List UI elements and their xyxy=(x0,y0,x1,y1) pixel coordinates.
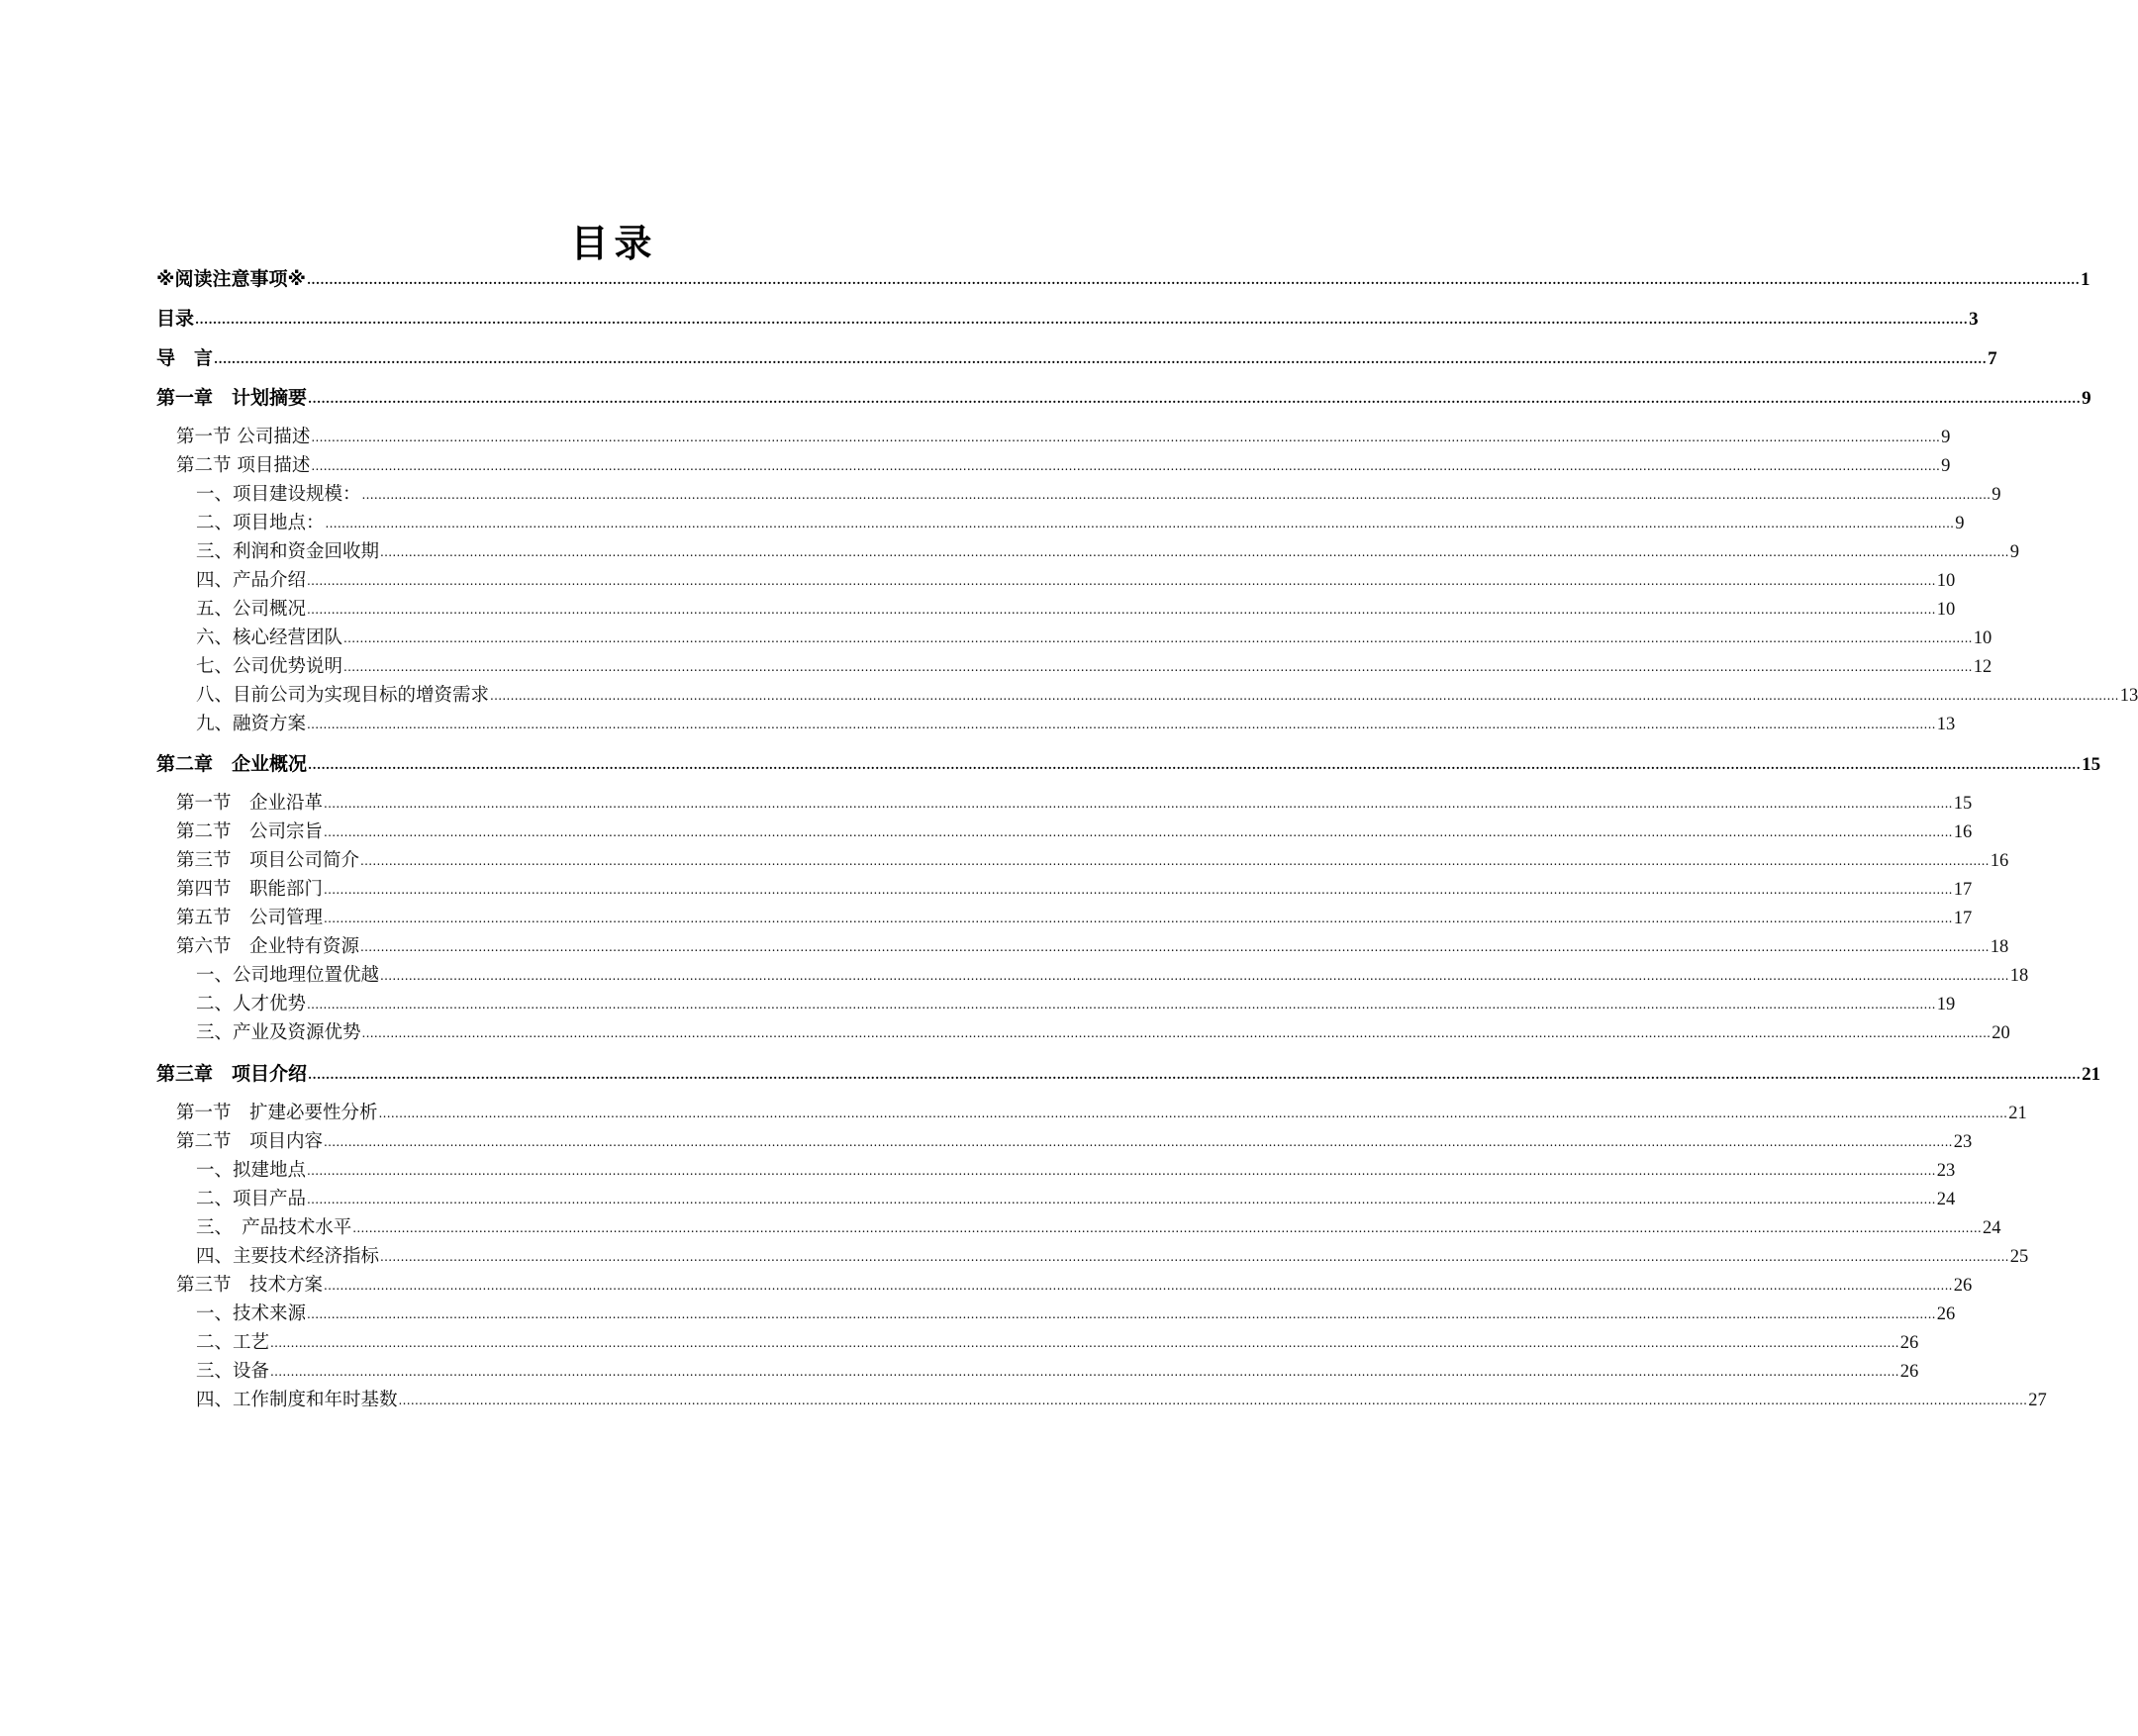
toc-entry-label: 三、利润和资金回收期 xyxy=(196,541,380,562)
toc-entry-page-number: 9 xyxy=(1941,428,1951,447)
toc-entry-page-number: 9 xyxy=(1955,514,1965,533)
toc-leader-dots: ................................................................................................................................................................................................................................................................................................................................................................................................................ xyxy=(343,660,1973,674)
toc-leader-dots: ................................................................................................................................................................................................................................................................................................................................................................................................................ xyxy=(360,854,1990,868)
toc-entry-label: 一、技术来源 xyxy=(196,1303,307,1324)
toc-leader-dots: ................................................................................................................................................................................................................................................................................................................................................................................................................ xyxy=(214,352,1988,366)
toc-entry-page-number: 17 xyxy=(1953,909,1973,928)
toc-entry-page-number: 9 xyxy=(2009,542,2020,562)
toc-leader-dots: ................................................................................................................................................................................................................................................................................................................................................................................................................ xyxy=(324,1135,1953,1149)
toc-entry[interactable] xyxy=(176,424,1951,451)
toc-entry-label: 四、产品介绍 xyxy=(196,570,307,591)
toc-leader-dots: ................................................................................................................................................................................................................................................................................................................................................................................................................ xyxy=(307,998,1936,1012)
toc-entry-label: 二、人才优势 xyxy=(196,994,307,1014)
toc-leader-dots: ................................................................................................................................................................................................................................................................................................................................................................................................................ xyxy=(307,718,1936,731)
toc-entry-page-number: 18 xyxy=(1990,937,2009,957)
toc-entry[interactable] xyxy=(196,962,2029,990)
toc-leader-dots: ................................................................................................................................................................................................................................................................................................................................................................................................................ xyxy=(270,1336,1899,1350)
toc-entry-page-number: 23 xyxy=(1953,1132,1973,1152)
toc-entry-label: 第二章 企业概况 xyxy=(156,753,308,775)
toc-entry-page-number: 3 xyxy=(1969,309,1979,330)
toc-entry-page-number: 15 xyxy=(1953,794,1973,814)
toc-entry-label: 第二节 项目描述 xyxy=(176,455,311,476)
toc-entry[interactable] xyxy=(196,1214,2001,1242)
toc-entry-page-number: 9 xyxy=(1941,456,1951,476)
toc-entry-page-number: 9 xyxy=(1992,485,2001,505)
toc-entry-page-number: 17 xyxy=(1953,880,1973,900)
toc-leader-dots: ................................................................................................................................................................................................................................................................................................................................................................................................................ xyxy=(361,1026,1992,1040)
toc-entry-page-number: 24 xyxy=(1936,1190,1956,1209)
toc-entry-label: 第二节 公司宗旨 xyxy=(176,821,324,842)
toc-leader-dots: ................................................................................................................................................................................................................................................................................................................................................................................................................ xyxy=(352,1221,1983,1235)
toc-entry-page-number: 26 xyxy=(1899,1362,1919,1382)
toc-entry-label: 九、融资方案 xyxy=(196,714,307,734)
toc-leader-dots: ................................................................................................................................................................................................................................................................................................................................................................................................................ xyxy=(378,1107,2008,1120)
toc-entry[interactable] xyxy=(196,1329,1919,1357)
toc-entry-label: 第三节 技术方案 xyxy=(176,1275,324,1296)
toc-entry-label: 一、拟建地点 xyxy=(196,1160,307,1181)
toc-entry[interactable] xyxy=(196,481,2001,509)
toc-entry[interactable] xyxy=(156,384,2091,412)
toc-entry-page-number: 27 xyxy=(2028,1391,2047,1410)
toc-entry[interactable] xyxy=(176,876,1973,904)
toc-entry-page-number: 9 xyxy=(2082,388,2091,409)
toc-leader-dots: ................................................................................................................................................................................................................................................................................................................................................................................................................ xyxy=(324,825,1953,839)
toc-leader-dots: ................................................................................................................................................................................................................................................................................................................................................................................................................ xyxy=(307,574,1936,588)
toc-entry[interactable] xyxy=(196,538,2020,566)
toc-leader-dots: ................................................................................................................................................................................................................................................................................................................................................................................................................ xyxy=(307,1193,1936,1206)
toc-entry-page-number: 12 xyxy=(1973,657,1992,677)
toc-entry[interactable] xyxy=(176,1100,2027,1127)
toc-entry[interactable] xyxy=(176,452,1951,480)
toc-leader-dots: ................................................................................................................................................................................................................................................................................................................................................................................................................ xyxy=(324,912,1953,925)
toc-leader-dots: ................................................................................................................................................................................................................................................................................................................................................................................................................ xyxy=(311,459,1941,473)
toc-leader-dots: ................................................................................................................................................................................................................................................................................................................................................................................................................ xyxy=(307,1164,1936,1178)
toc-entry[interactable] xyxy=(156,265,2090,293)
toc-entry-page-number: 13 xyxy=(1936,715,1956,734)
toc-entry[interactable] xyxy=(196,625,1992,652)
toc-leader-dots: ................................................................................................................................................................................................................................................................................................................................................................................................................ xyxy=(324,797,1953,811)
toc-entry-page-number: 19 xyxy=(1936,995,1956,1014)
toc-leader-dots: ................................................................................................................................................................................................................................................................................................................................................................................................................ xyxy=(308,392,2082,406)
toc-entry-label: 一、项目建设规模： xyxy=(196,484,361,505)
toc-entry-page-number: 26 xyxy=(1936,1304,1956,1324)
toc-entry[interactable] xyxy=(196,567,1956,595)
toc-leader-dots: ................................................................................................................................................................................................................................................................................................................................................................................................................ xyxy=(270,1365,1899,1379)
toc-entry-label: 第一节 公司描述 xyxy=(176,427,311,447)
toc-entry[interactable] xyxy=(196,653,1992,681)
toc-entry[interactable] xyxy=(196,1019,2010,1047)
toc-leader-dots: ................................................................................................................................................................................................................................................................................................................................................................................................................ xyxy=(324,1279,1953,1293)
toc-entry-page-number: 21 xyxy=(2082,1064,2101,1085)
toc-entry-page-number: 1 xyxy=(2081,269,2090,290)
toc-leader-dots: ................................................................................................................................................................................................................................................................................................................................................................................................................ xyxy=(311,431,1941,444)
toc-entry-label: 八、目前公司为实现目标的增资需求 xyxy=(196,685,490,706)
toc-entry-label: 二、工艺 xyxy=(196,1332,270,1353)
toc-entry-page-number: 24 xyxy=(1983,1218,2001,1238)
toc-entry-label: 第一节 扩建必要性分析 xyxy=(176,1103,378,1123)
toc-entry-page-number: 25 xyxy=(2009,1247,2029,1267)
toc-entry[interactable] xyxy=(196,1301,1956,1328)
toc-entry-page-number: 10 xyxy=(1936,571,1956,591)
toc-leader-dots: ................................................................................................................................................................................................................................................................................................................................................................................................................ xyxy=(308,758,2082,772)
toc-entry[interactable] xyxy=(196,1358,1919,1386)
toc-leader-dots: ................................................................................................................................................................................................................................................................................................................................................................................................................ xyxy=(195,313,1969,327)
toc-leader-dots: ................................................................................................................................................................................................................................................................................................................................................................................................................ xyxy=(360,940,1990,954)
toc-entry[interactable] xyxy=(196,1157,1956,1185)
toc-entry-page-number: 26 xyxy=(1953,1276,1973,1296)
toc-entry-label: 第三节 项目公司简介 xyxy=(176,850,360,871)
toc-entry-page-number: 16 xyxy=(1990,851,2009,871)
toc-entry-label: 第三章 项目介绍 xyxy=(156,1063,308,1085)
toc-entry-page-number: 26 xyxy=(1899,1333,1919,1353)
toc-entry[interactable] xyxy=(196,1387,2047,1414)
toc-entry[interactable] xyxy=(156,750,2101,778)
toc-entry-page-number: 13 xyxy=(2119,686,2138,706)
toc-entry-label: 四、主要技术经济指标 xyxy=(196,1246,380,1267)
toc-entry-label: 三、设备 xyxy=(196,1361,270,1382)
toc-entry-label: 第一节 企业沿革 xyxy=(176,793,324,814)
toc-leader-dots: ................................................................................................................................................................................................................................................................................................................................................................................................................ xyxy=(398,1394,2028,1407)
toc-entry-page-number: 7 xyxy=(1988,348,1997,369)
toc-entry[interactable] xyxy=(156,1060,2101,1088)
toc-leader-dots: ................................................................................................................................................................................................................................................................................................................................................................................................................ xyxy=(490,689,2119,703)
toc-entry-label: 三、 产品技术水平 xyxy=(196,1217,352,1238)
toc-entry-page-number: 20 xyxy=(1992,1023,2010,1043)
toc-entry-label: 第五节 公司管理 xyxy=(176,908,324,928)
toc-entry[interactable] xyxy=(176,1272,1973,1300)
toc-leader-dots: ................................................................................................................................................................................................................................................................................................................................................................................................................ xyxy=(306,273,2081,287)
toc-entry[interactable] xyxy=(196,510,1965,537)
toc-entry[interactable] xyxy=(196,596,1956,624)
toc-leader-dots: ................................................................................................................................................................................................................................................................................................................................................................................................................ xyxy=(343,631,1973,645)
toc-entry[interactable] xyxy=(176,905,1973,932)
toc-entry-label: 五、公司概况 xyxy=(196,599,307,620)
toc-entry-page-number: 21 xyxy=(2008,1104,2027,1123)
toc-leader-dots: ................................................................................................................................................................................................................................................................................................................................................................................................................ xyxy=(361,488,1992,502)
toc-entry-page-number: 15 xyxy=(2082,754,2101,775)
toc-entry-page-number: 23 xyxy=(1936,1161,1956,1181)
toc-entry-label: 第四节 职能部门 xyxy=(176,879,324,900)
toc-entry-page-number: 16 xyxy=(1953,822,1973,842)
toc-entry[interactable] xyxy=(156,305,1979,333)
toc-entry[interactable] xyxy=(176,933,2009,961)
toc-entry[interactable] xyxy=(176,847,2009,875)
toc-leader-dots: ................................................................................................................................................................................................................................................................................................................................................................................................................ xyxy=(308,1068,2082,1082)
toc-entry-label: 二、项目产品 xyxy=(196,1189,307,1209)
toc-entry[interactable] xyxy=(176,819,1973,846)
toc-leader-dots: ................................................................................................................................................................................................................................................................................................................................................................................................................ xyxy=(380,969,2009,983)
toc-entry-label: 一、公司地理位置优越 xyxy=(196,965,380,986)
toc-entry[interactable] xyxy=(176,1128,1973,1156)
toc-entry-label: 第二节 项目内容 xyxy=(176,1131,324,1152)
toc-entry-label: 六、核心经营团队 xyxy=(196,627,343,648)
toc-leader-dots: ................................................................................................................................................................................................................................................................................................................................................................................................................ xyxy=(380,1250,2009,1264)
toc-entry-label: 目录 xyxy=(156,308,195,330)
toc-entry[interactable] xyxy=(196,1186,1956,1213)
toc-entry-page-number: 10 xyxy=(1936,600,1956,620)
toc-entry-label: 二、项目地点： xyxy=(196,513,325,533)
toc-entry-label: 三、产业及资源优势 xyxy=(196,1022,361,1043)
toc-entry-label: ※阅读注意事项※ xyxy=(156,268,306,290)
toc-entry-label: 导 言 xyxy=(156,347,214,369)
toc-entry-label: 七、公司优势说明 xyxy=(196,656,343,677)
page-title: 目录 xyxy=(570,222,658,266)
toc-entry[interactable] xyxy=(196,682,2138,710)
toc-entry[interactable] xyxy=(156,344,1997,372)
toc-entry[interactable] xyxy=(176,790,1973,818)
toc-leader-dots: ................................................................................................................................................................................................................................................................................................................................................................................................................ xyxy=(324,883,1953,897)
toc-entry-label: 第一章 计划摘要 xyxy=(156,387,308,409)
toc-entry-page-number: 18 xyxy=(2009,966,2029,986)
toc-leader-dots: ................................................................................................................................................................................................................................................................................................................................................................................................................ xyxy=(307,1307,1936,1321)
toc-entry-label: 四、工作制度和年时基数 xyxy=(196,1390,398,1410)
toc-leader-dots: ................................................................................................................................................................................................................................................................................................................................................................................................................ xyxy=(325,517,1955,530)
toc-entry-page-number: 10 xyxy=(1973,628,1992,648)
toc-entry[interactable] xyxy=(196,991,1956,1018)
toc-entry-label: 第六节 企业特有资源 xyxy=(176,936,360,957)
toc-entry[interactable] xyxy=(196,1243,2029,1271)
toc-entry[interactable] xyxy=(196,711,1956,738)
toc-leader-dots: ................................................................................................................................................................................................................................................................................................................................................................................................................ xyxy=(307,603,1936,617)
toc-leader-dots: ................................................................................................................................................................................................................................................................................................................................................................................................................ xyxy=(380,545,2009,559)
